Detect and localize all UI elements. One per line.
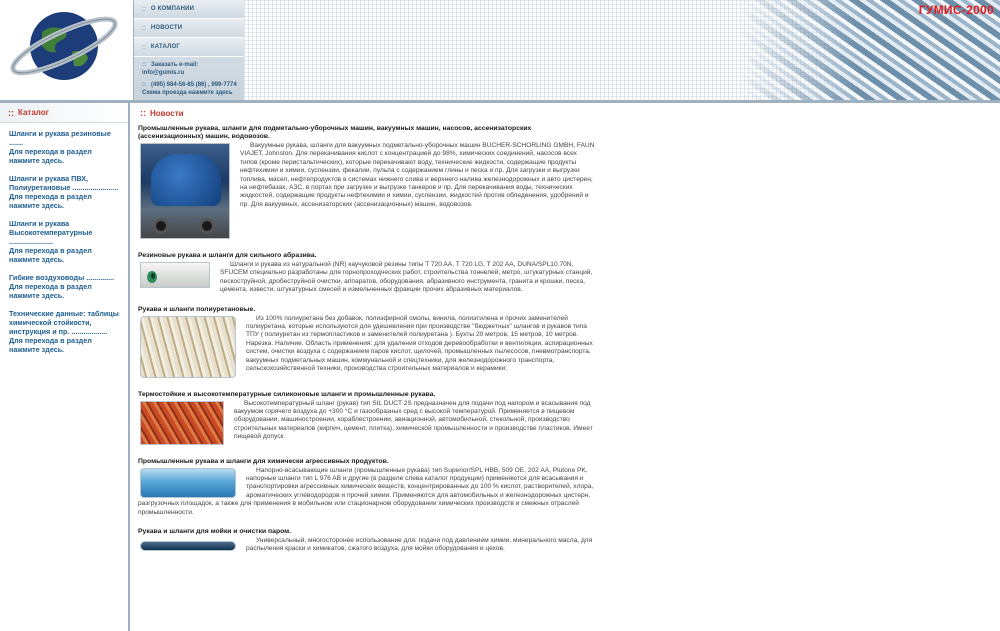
article-text: Напорно-всасывающие шланги (промышленные рукава) тип Superior/SPL HBB, 509 OE, 202 AA, Plutone PK, напорные шланги тип L 976 AB и другие (в разделе слева каталог продукции) применяются для всасывания и транспортировки агрессивных химических веществ, концентрированных до 100 % кислот, растворителей, хлора, ароматических углеводородов и прочей химии. Применяются для автомобильных и железнодорожных цистерн, разгрузочных площадок, а также для применения в мобильном или стационарном оборудовании химических производств и смежных отраслей промышленности. [138, 466, 594, 516]
article-text: Универсальный, многосторонее использование для: подачи под давлением химии, минерального масла, для распыления краски и химикатов, сжатого воздуха, для мойки оборудования и цехов. [246, 537, 593, 553]
catalog-item-ducts[interactable] [9, 273, 120, 300]
nav-bullet-icon: :: [142, 5, 146, 13]
news-article [138, 125, 596, 241]
catalog-item-pvc[interactable] [9, 174, 120, 210]
catalog-item-link[interactable]: Для перехода в раздел нажмите здесь. [9, 147, 92, 165]
catalog-item-title: Шланги и рукава резиновые ....... [9, 129, 111, 147]
header [0, 0, 1000, 100]
nav-item-catalog[interactable] [134, 38, 244, 57]
article-text: Высокотемпературный шланг (рукав) тип SIL DUCT 2S предназначен для подачи под напором и всасывания под вакуумом горячего воздуха до +300 °С и газообразных сред с высокой температурой. Применяется в пищевом оборудовании, машиностроении, кораблестроении, авиационной, автомобильной, стекольной, производство строительных материалов (кирпич, цемент, плитка), химической промышленности и производстве пластиков. Имеет пищевой допуск. [234, 399, 593, 441]
nav-item-about[interactable] [134, 0, 244, 19]
nav-bullet-icon: :: [142, 82, 146, 88]
nav-item-label: О КОМПАНИИ [150, 6, 195, 12]
news-article [138, 458, 596, 517]
article-text: Вакуумные рукава, шланги для вакуумных подметально-уборочных машин BUCHER-SCHORLING GMBH, FAUN VIAJET, Johnston. Для перекачивания кислот с концентрацией до 98%, химических соединений, насосов всех типов (кроме перистальтических), которые перекачивают воду, технические жидкости, содержащие продукты нефтехимии и химии, суспензии, фекалии, пульпа с содержанием глины и песка и пр. Для загрузки и выгрузки топлива, масел, нефтепродуктов в системах нижнего слива и верхнего налива железнодорожных и авто цистерен, на нефтебазах, АЗС, в портах при загрузке и выгрузке танкеров и пр. Для перекачивания воды, технических жидкостей, содержащие продукты нефтехимии и химии, суспензии, жидкостей против обледенения, удобрений и пр. Для вакуумных, ассенизаторских (ассенизационных) машин, водовозов. [240, 142, 595, 208]
sidebar [0, 103, 130, 631]
nav-bullet-icon: :: [142, 62, 146, 68]
silicone-hose-image [140, 401, 224, 445]
article-title[interactable]: Рукава и шланги полиуретановые. [138, 305, 256, 313]
phone-numbers: (495) 984-56-85 (86) , 999-7774 [151, 82, 237, 88]
sidebar-header [0, 103, 128, 123]
nav-contacts [134, 57, 244, 97]
vacuum-truck-image [140, 143, 230, 239]
nav-item-label: НОВОСТИ [150, 25, 183, 31]
rubber-hose-image [140, 262, 210, 288]
main-content [134, 103, 1000, 631]
section-bullet-icon: :: [8, 107, 14, 118]
directions-link[interactable]: Схема проезда нажмите здесь [142, 90, 233, 96]
nav-item-news[interactable] [134, 19, 244, 38]
catalog-item-title: Шланги и рукава ПВХ, Полиуретановые ....................... [9, 174, 119, 192]
article-title[interactable]: Промышленные рукава и шланги для химически агрессивных продуктов. [138, 457, 389, 465]
nav-bullet-icon: :: [142, 43, 146, 51]
catalog-item-link[interactable]: Для перехода в раздел нажмите здесь. [9, 246, 92, 264]
catalog-item-link[interactable]: Для перехода в раздел нажмите здесь. [9, 192, 92, 210]
catalog-item-techdata[interactable] [9, 309, 120, 354]
news-article [138, 391, 596, 447]
polyurethane-coil-image [140, 316, 236, 378]
catalog-list [0, 123, 128, 354]
article-text: Из 100% полиуретана без добавок, полиэфирной смолы, винила, полиэтилена и прочих заменителей полиуретана, которые используются для удешевления при производстве "бюджетных" шлангов и рукавов типа ТПУ ( полиуретан из термопластиков и заменителей полиуретана ). Бухты 20 метров, 15 метров, 10 метров. Нарезка. Наличие. Область применения: для удаления отходов деревообработки и вентиляции, аспирационных систем, очистки воздуха с содержанием паров кислот, щелочей, промышленных пылесосов, пневмотранспорта, вакуумных подметальных машин, коммунальной и спецтехники, для железнодорожного транспорта, сельскохозяйственной техники, производства строительных материалов и керамики; [246, 314, 593, 373]
chemical-hose-image [140, 468, 236, 498]
globe-logo-icon [2, 2, 130, 98]
sidebar-title: Каталог [18, 108, 49, 117]
header-banner [244, 0, 1000, 100]
catalog-item-title: Технические данные: таблицы химической стойкости, инструкция и пр. .................. [9, 309, 119, 336]
page-title: Новости [150, 108, 184, 118]
section-bullet-icon: :: [140, 108, 146, 118]
steam-hose-image [140, 541, 236, 551]
catalog-item-link[interactable]: Для перехода в раздел нажмите здесь. [9, 336, 92, 354]
brand-name: ГУМИС-2000 [918, 3, 994, 17]
article-title[interactable]: Рукава и шланги для мойки и очистки паром. [138, 528, 292, 536]
order-email-label: Заказать e-mail: [151, 62, 199, 68]
nav-bullet-icon: :: [142, 24, 146, 32]
catalog-item-hightemp[interactable] [9, 219, 120, 264]
top-navigation [134, 0, 244, 100]
news-article [138, 528, 596, 554]
catalog-item-link[interactable]: Для перехода в раздел нажмите здесь. [9, 282, 92, 300]
news-article [138, 252, 596, 295]
logo[interactable] [0, 0, 134, 100]
catalog-item-rubber[interactable] [9, 129, 120, 165]
article-title[interactable]: Термостойкие и высокотемпературные силиконовые шланги и промышленные рукава. [138, 390, 436, 398]
main-header [134, 103, 1000, 123]
catalog-item-title: Гибкие воздуховоды .............. [9, 273, 115, 282]
article-title[interactable]: Промышленные рукава, шланги для подметально-уборочных машин, вакуумных машин, насосов, ассенизаторских (ассенизационных) машин, водовозов. [138, 125, 532, 140]
article-text: Шланги и рукава из натуральной (NR) каучуковой резины типы T 720 AA, T 720 LG, T 202 AA, DUNA/SPL10.70N, SFUCEM специально разработаны для горнопроходческих работ, строительства тоннелей, метро, штукатурных станций, пескоструйной, дробеструйной очистки, аппаратов, оборудования, абразивного инструмента, гранита и крошки, песка, цемента, извести, штукатурных смесей и измельченных фракции прочих абразивных материалов. [220, 261, 593, 294]
news-article [138, 306, 596, 380]
catalog-item-title: Шланги и рукава Высокотемпературные ...................... [9, 219, 93, 246]
nav-item-label: КАТАЛОГ [150, 44, 180, 50]
email-link[interactable]: info@gumis.ru [142, 70, 185, 76]
news-list [138, 125, 596, 565]
article-title[interactable]: Резиновые рукава и шланги для сильного абразива. [138, 252, 317, 259]
